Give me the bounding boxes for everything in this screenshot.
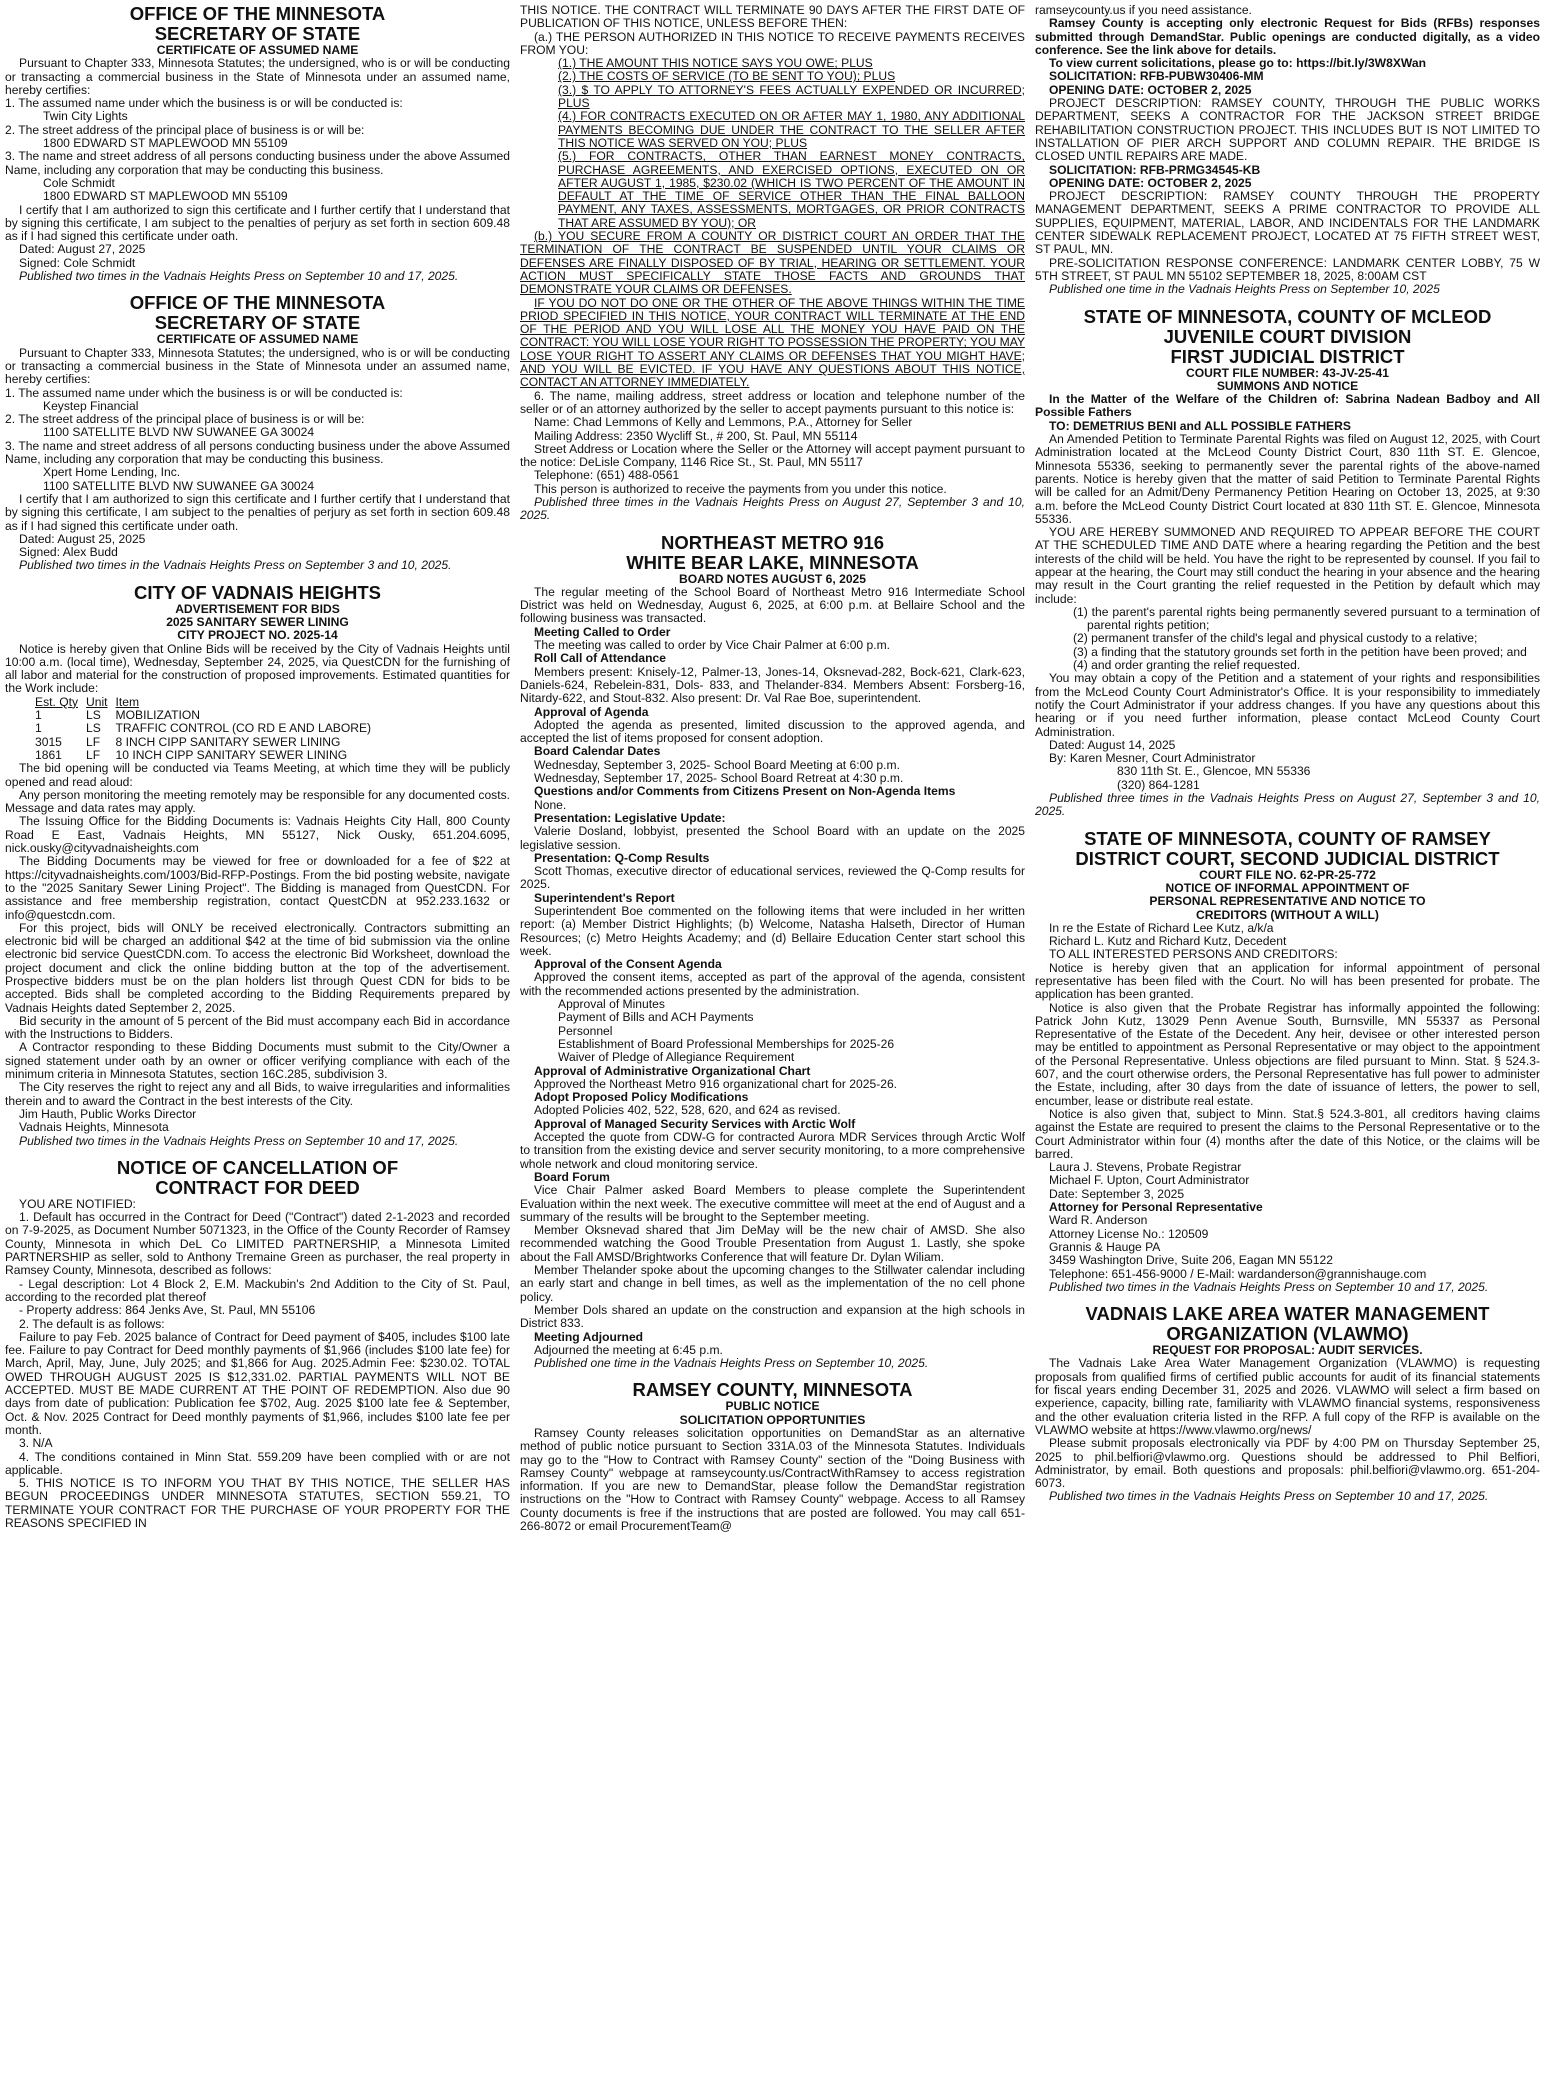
notice-paragraph: Dated: August 27, 2025 — [19, 242, 146, 257]
notice-paragraph: Published two times in the Vadnais Heights Press on September 10 and 17, 2025. — [19, 1133, 459, 1148]
notice-subtitle: PERSONAL REPRESENTATIVE AND NOTICE TO — [1149, 894, 1426, 909]
legal-notice — [1035, 1304, 1540, 1504]
notice-paragraph: 1. Default has occurred in the Contract for Deed ("Contract") dated 2-1-2023 and recorded on 7-9-2025, as Document Number 5071323, in the Office of the County Recorder of Ramsey County, Minnesota in which DeL Co LIMITED PARTNERSHIP, a Minnesota Limited PARTNERSHIP as seller, sold to Anthony Tremaine Green as purchaser, the real property in Ramsey County, Minnesota, described as follows: — [5, 1210, 510, 1278]
notice-paragraph: The bid opening will be conducted via Teams Meeting, at which time they will be publicly opened and read aloud: — [5, 761, 510, 789]
notice-paragraph: Date: September 3, 2025 — [1049, 1186, 1185, 1201]
notice-paragraph: Approved the Northeast Metro 916 organizational chart for 2025-26. — [534, 1076, 898, 1091]
notice-paragraph: 2. The street address of the principal place of business is or will be: — [5, 122, 365, 137]
notice-paragraph: OPENING DATE: OCTOBER 2, 2025 — [1049, 82, 1252, 97]
table-row — [35, 709, 379, 722]
table-row — [35, 749, 379, 762]
table-cell: 1 — [35, 721, 42, 736]
notice-paragraph: Any person monitoring the meeting remotely may be responsible for any documented costs. Message and data rates may apply. — [5, 787, 510, 816]
table-cell: LS — [86, 721, 101, 736]
notice-paragraph: 1100 SATELLITE BLVD NW SUWANEE GA 30024 — [43, 478, 315, 493]
notice-paragraph: 3. The name and street address of all persons conducting business under the above Assumed Name, including any corporation that may be conducting this business. — [5, 438, 510, 467]
notice-paragraph: 830 11th St. E., Glencoe, MN 55336 — [1117, 764, 1311, 779]
notice-title: NOTICE OF CANCELLATION OF — [116, 1156, 399, 1178]
notice-paragraph: You may obtain a copy of the Petition and a statement of your rights and responsibilities from the McLeod County Court Administrator's Office. It is your responsibility to immediately notify the Court Administrator if your address changes. If you have any questions about this hearing or if you need further information, please contact McLeod County Court Administration. — [1035, 671, 1540, 739]
table-header: Unit — [86, 694, 108, 709]
notice-paragraph: Valerie Dosland, lobbyist, presented the School Board with an update on the 2025 legislative session. — [520, 824, 1025, 852]
notice-paragraph: I certify that I am authorized to sign this certificate and I further certify that I understand that by signing this certificate, I am subject to the penalties of perjury as set forth in section 609.48 as if I had signed this certificate under oath. — [5, 202, 510, 244]
notice-paragraph: Approved the consent items, accepted as part of the approval of the agenda, consistent with the recommended actions presented by the administration. — [520, 970, 1025, 998]
notice-paragraph: 3459 Washington Drive, Suite 206, Eagan MN 55122 — [1049, 1253, 1333, 1268]
notice-paragraph: 1800 EDWARD ST MAPLEWOOD MN 55109 — [43, 189, 288, 204]
notice-paragraph: (320) 864-1281 — [1117, 777, 1200, 792]
notice-paragraph: Establishment of Board Professional Memberships for 2025-26 — [558, 1036, 895, 1051]
table-row — [35, 722, 379, 735]
notice-paragraph: In re the Estate of Richard Lee Kutz, a/k/a — [1049, 920, 1274, 935]
notice-paragraph: Approval of Managed Security Services with Arctic Wolf — [534, 1116, 856, 1131]
notice-title: SECRETARY OF STATE — [154, 23, 361, 44]
notice-paragraph: Notice is also given that the Probate Registrar has informally appointed the following: Patrick John Kutz, 13029 Penn Avenue South, Burnsville, MN 55337 as Personal Representative of the Estate of the Decedent. Any heir, devisee or other interested person may be entitled to appointment as Personal Representative or may object to the appointment of the Personal Representative. Unless objections are filed pursuant to Minn. Stat. § 524.3-607, and the court otherwise orders, the Personal Representative has full power to administer the Estate, including, after 30 days from the date of issuance of letters, the power to sell, encumber, lease or distribute real estate. — [1035, 1000, 1540, 1108]
notice-paragraph: Ramsey County is accepting only electronic Request for Bids (RFBs) responses submitted through DemandStar. Public openings are conducted digitally, as a video conference. See the link above for details. — [1035, 16, 1540, 57]
notice-paragraph: Published three times in the Vadnais Heights Press on August 27, September 3 and 10, 2025. — [520, 494, 1025, 523]
notice-paragraph: Meeting Called to Order — [534, 624, 671, 639]
notice-paragraph: Member Thelander spoke about the upcoming changes to the Stillwater calendar including an early start and change in bell times, as well as the implementation of the no cell phone policy. — [520, 1263, 1025, 1304]
notice-title: JUVENILE COURT DIVISION — [1163, 325, 1412, 347]
notice-paragraph: Published two times in the Vadnais Heights Press on September 10 and 17, 2025. — [1049, 1489, 1489, 1504]
notice-paragraph: Mailing Address: 2350 Wycliff St., # 200, St. Paul, MN 55114 — [534, 428, 858, 443]
notice-paragraph: Personnel — [558, 1023, 613, 1038]
notice-paragraph: (b.) YOU SECURE FROM A COUNTY OR DISTRICT COURT AN ORDER THAT THE TERMINATION OF THE CONTRACT BE SUSPENDED UNTIL YOUR CLAIMS OR DEFENSES ARE FINALLY DISPOSED OF BY TRIAL, HEARING OR SETTLEMENT. YOUR ACTION MUST SPECIFICALLY STATE THOSE FACTS AND GROUNDS THAT DEMONSTRATE YOUR CLAIMS OR DEFENSES. — [520, 229, 1025, 297]
table-cell: 3015 — [35, 734, 62, 749]
notice-subtitle: BOARD NOTES AUGUST 6, 2025 — [678, 571, 867, 586]
notice-subtitle: CREDITORS (WITHOUT A WILL) — [1196, 907, 1379, 922]
notice-paragraph: I certify that I am authorized to sign this certificate and I further certify that I understand that by signing this certificate, I am subject to the penalties of perjury as set forth in section 609.48 as if I had signed this certificate under oath. — [5, 491, 510, 533]
notice-paragraph: A Contractor responding to these Bidding Documents must submit to the City/Owner a signed statement under oath by an owner or officer verifying compliance with each of the minimum criteria in Minnesota Statutes, section 16C.285, subdivision 3. — [5, 1040, 510, 1082]
notice-title: ORGANIZATION (VLAWMO) — [1166, 1323, 1409, 1345]
notice-title: CITY OF VADNAIS HEIGHTS — [133, 581, 382, 603]
notice-paragraph: Board Forum — [534, 1169, 610, 1184]
notice-paragraph: Approval of Administrative Organizational Chart — [534, 1063, 811, 1078]
notice-subtitle: SUMMONS AND NOTICE — [1216, 378, 1359, 393]
notice-paragraph: 5. THIS NOTICE IS TO INFORM YOU THAT BY THIS NOTICE, THE SELLER HAS BEGUN PROCEEDINGS UNDER MINNESOTA STATUTES, SECTION 559.21, TO TERMINATE YOUR CONTRACT FOR THE PURCHASE OF YOUR PROPERTY FOR THE REASONS SPECIFIED IN — [5, 1476, 510, 1530]
notice-paragraph: (3.) $ TO APPLY TO ATTORNEY'S FEES ACTUALLY EXPENDED OR INCURRED; PLUS — [558, 82, 1025, 111]
notice-paragraph: Vice Chair Palmer asked Board Members to please complete the Superintendent Evaluation within the next week. The executive committee will meet at the end of August and a summary of the results will be brought to the September meeting. — [520, 1183, 1025, 1224]
notice-paragraph: TO: DEMETRIUS BENI and ALL POSSIBLE FATHERS — [1049, 418, 1351, 433]
notice-paragraph: None. — [534, 797, 567, 812]
notice-title: STATE OF MINNESOTA, COUNTY OF MCLEOD — [1083, 305, 1492, 327]
notice-paragraph: Michael F. Upton, Court Administrator — [1049, 1173, 1250, 1188]
column-1 — [5, 4, 510, 2082]
table-cell: 1861 — [35, 747, 62, 762]
notice-paragraph: An Amended Petition to Terminate Parental Rights was filed on August 12, 2025, with Court Administration located at the McLeod County District Court, 830 11th ST. E. Glencoe, Minnesota 55336, seeking to permanently sever the parental rights of the above-named parents. Notice is hereby given that the matter of said Petition to Terminate Parental Rights will be called for an Admit/Deny Permanency Petition Hearing on October 13, 2025, at 9:30 a.m. before the McLeod County District Court located at 830 11th ST. E. Glencoe, Minnesota 55336. — [1035, 432, 1540, 526]
notice-paragraph: 6. The name, mailing address, street address or location and telephone number of the seller or of an attorney authorized by the seller to accept payments pursuant to this notice is: — [520, 388, 1025, 416]
notice-paragraph: (4.) FOR CONTRACTS EXECUTED ON OR AFTER MAY 1, 1980, ANY ADDITIONAL PAYMENTS BECOMING DUE UNDER THE CONTRACT TO THE SELLER AFTER THIS NOTICE WAS SERVED ON YOU; PLUS — [558, 109, 1025, 150]
notice-paragraph: (3) a finding that the statutory grounds set forth in the petition have been proved; and — [1073, 644, 1527, 659]
notice-paragraph: ramseycounty.us if you need assistance. — [1035, 4, 1252, 17]
legal-notice — [5, 1158, 510, 1530]
notice-paragraph: Notice is hereby given that an application for informal appointment of personal representative has been filed with the Court. No will has been presented for probate. The application has been granted. — [1035, 960, 1540, 1002]
notice-paragraph: Adopted Policies 402, 522, 528, 620, and 624 as revised. — [534, 1103, 841, 1118]
legal-notice — [5, 583, 510, 1148]
table-cell: 8 INCH CIPP SANITARY SEWER LINING — [115, 734, 341, 749]
notice-paragraph: Dated: August 25, 2025 — [19, 531, 146, 546]
notice-paragraph: SOLICITATION: RFB-PUBW30406-MM — [1049, 69, 1264, 84]
notice-paragraph: TO ALL INTERESTED PERSONS AND CREDITORS: — [1049, 947, 1338, 962]
notice-paragraph: Keystep Financial — [43, 398, 139, 413]
notice-paragraph: The City reserves the right to reject any and all Bids, to waive irregularities and informalities therein and to award the Contract in the best interests of the City. — [5, 1080, 510, 1108]
notice-paragraph: Published one time in the Vadnais Heights Press on September 10, 2025. — [534, 1356, 929, 1371]
table-cell: TRAFFIC CONTROL (CO RD E AND LABORE) — [115, 721, 372, 736]
legal-notice — [5, 293, 510, 572]
notice-subtitle: ADVERTISEMENT FOR BIDS — [175, 601, 340, 616]
notice-paragraph: Signed: Cole Schmidt — [19, 255, 136, 270]
notice-paragraph: Payment of Bills and ACH Payments — [558, 1010, 754, 1025]
notice-paragraph: PROJECT DESCRIPTION: RAMSEY COUNTY, THROUGH THE PUBLIC WORKS DEPARTMENT, SEEKS A CONTRACTOR FOR THE JACKSON STREET BRIDGE REHABILITATION CONSTRUCTION PROJECT. THIS INCLUDES BUT IS NOT LIMITED TO INSTALLATION OF PIER ARCH SUPPORT AND COLUMN REPAIR. THE BRIDGE IS CLOSED UNTIL REPAIRS ARE MADE. — [1035, 96, 1540, 164]
notice-paragraph: Published two times in the Vadnais Heights Press on September 10 and 17, 2025. — [1049, 1279, 1489, 1294]
notice-subtitle: REQUEST FOR PROPOSAL: AUDIT SERVICES. — [1152, 1343, 1423, 1358]
notice-paragraph: Superintendent's Report — [534, 890, 675, 905]
notice-paragraph: 1100 SATELLITE BLVD NW SUWANEE GA 30024 — [43, 425, 315, 440]
notice-paragraph: Grannis & Hauge PA — [1049, 1239, 1161, 1254]
notice-paragraph: Please submit proposals electronically via PDF by 4:00 PM on Thursday September 25, 2025 to phil.belfiori@vlawmo.org. Questions should be addressed to Phil Belfiori, Administrator, by email. Both questions and proposals: phil.belfiori@vlawmo.org. 651-204-6073. — [1035, 1436, 1540, 1491]
notice-subtitle: CERTIFICATE OF ASSUMED NAME — [156, 332, 359, 347]
table-cell: MOBILIZATION — [115, 708, 200, 723]
notice-paragraph: - Legal description: Lot 4 Block 2, E.M. Mackubin's 2nd Addition to the City of St. Paul, according to the recorded plat thereof — [5, 1276, 510, 1304]
notice-paragraph: Adopted the agenda as presented, limited discussion to the approved agenda, and accepted the list of items proposed for consent adoption. — [520, 717, 1025, 746]
table-header: Est. Qty — [35, 694, 79, 709]
notice-paragraph: Questions and/or Comments from Citizens Present on Non-Agenda Items — [534, 784, 956, 799]
notice-paragraph: Street Address or Location where the Seller or the Attorney will accept payment pursuant to the notice: DeLisle Company, 1146 Rice St., St. Paul, MN 55117 — [520, 441, 1025, 470]
notice-subtitle: CITY PROJECT NO. 2025-14 — [177, 628, 338, 643]
notice-paragraph: 3. N/A — [19, 1436, 53, 1451]
notice-paragraph: Wednesday, September 3, 2025- School Board Meeting at 6:00 p.m. — [534, 757, 900, 772]
notice-paragraph: Notice is also given that, subject to Minn. Stat.§ 524.3-801, all creditors having claims against the Estate are required to present the claims to the Personal Representative or to the Court Administrator within four (4) months after the date of this Notice, or the claims will be barred. — [1035, 1106, 1540, 1161]
table-cell: LF — [86, 747, 101, 762]
notice-paragraph: YOU ARE NOTIFIED: — [19, 1196, 136, 1211]
notice-title: OFFICE OF THE MINNESOTA — [129, 4, 386, 24]
notice-paragraph: This person is authorized to receive the payments from you under this notice. — [534, 481, 947, 496]
notice-title: SECRETARY OF STATE — [154, 312, 361, 334]
notice-paragraph: Ward R. Anderson — [1049, 1213, 1148, 1228]
notice-paragraph: Approval of Minutes — [558, 997, 665, 1012]
notice-paragraph: Bid security in the amount of 5 percent of the Bid must accompany each Bid in accordance with the Instructions to Bidders. — [5, 1013, 510, 1042]
notice-paragraph: - Property address: 864 Jenks Ave, St. Paul, MN 55106 — [19, 1303, 316, 1318]
notice-paragraph: Approval of Agenda — [534, 704, 649, 719]
notice-paragraph: Board Calendar Dates — [534, 744, 661, 759]
notice-title: CONTRACT FOR DEED — [155, 1176, 360, 1198]
notice-paragraph: The regular meeting of the School Board of Northeast Metro 916 Intermediate School District was held on Wednesday, August 6, 2025, at 6:00 p.m. at Bellaire School and the following business was transacted. — [520, 584, 1025, 626]
notice-title: STATE OF MINNESOTA, COUNTY OF RAMSEY — [1084, 827, 1491, 849]
notice-paragraph: Member Oksnevad shared that Jim DeMay will be the new chair of AMSD. She also recommended watching the Good Trouble Presentation from August 1. Lastly, she spoke about the Fall AMSD/Brightworks Conference that will feature Dr. Dylan Wiliam. — [520, 1223, 1025, 1264]
notice-title: FIRST JUDICIAL DISTRICT — [1170, 345, 1405, 367]
notice-title: OFFICE OF THE MINNESOTA — [129, 292, 386, 314]
notice-paragraph: 1. The assumed name under which the business is or will be conducted is: — [5, 96, 403, 111]
notice-paragraph: (2.) THE COSTS OF SERVICE (TO BE SENT TO YOU); PLUS — [558, 69, 896, 84]
notice-title: DISTRICT COURT, SECOND JUDICIAL DISTRICT — [1075, 847, 1500, 869]
table-cell: 10 INCH CIPP SANITARY SEWER LINING — [115, 747, 348, 762]
notice-paragraph: Pursuant to Chapter 333, Minnesota Statutes; the undersigned, who is or will be conducting or transacting a commercial business in the State of Minnesota under an assumed name, hereby certifies: — [5, 345, 510, 387]
notice-paragraph: Accepted the quote from CDW-G for contracted Aurora MDR Services through Arctic Wolf to transition from the existing device and server security monitoring, to a more comprehensive whole network and cloud monitoring service. — [520, 1130, 1025, 1171]
notice-subtitle: CERTIFICATE OF ASSUMED NAME — [156, 43, 359, 57]
notice-paragraph: (1) the parent's parental rights being permanently severed pursuant to a termination of parental rights petition; — [1073, 604, 1540, 633]
notice-paragraph: 4. The conditions contained in Minn Stat. 559.209 have been complied with or are not applicable. — [5, 1449, 510, 1477]
notice-paragraph: (5.) FOR CONTRACTS, OTHER THAN EARNEST MONEY CONTRACTS, PURCHASE AGREEMENTS, AND EXERCISED OPTIONS, EXECUTED ON OR AFTER AUGUST 1, 1985, $230.02 (WHICH IS TWO PERCENT OF THE AMOUNT IN DEFAULT AT THE TIME OF SERVICE OTHER THAN THE FINAL BALLOON PAYMENT, ANY TAXES, ASSESSMENTS, MORTGAGES, OR PRIOR CONTRACTS THAT ARE ASSUMED BY YOU); OR — [558, 149, 1025, 230]
notice-subtitle: COURT FILE NO. 62-PR-25-772 — [1199, 867, 1376, 882]
notice-paragraph: Richard L. Kutz and Richard Kutz, Decedent — [1049, 934, 1287, 949]
notice-paragraph: Cole Schmidt — [43, 175, 115, 190]
notice-paragraph: Published two times in the Vadnais Heights Press on September 3 and 10, 2025. — [19, 558, 452, 573]
column-2 — [520, 4, 1025, 2082]
notice-paragraph: 1. The assumed name under which the business is or will be conducted is: — [5, 385, 403, 400]
notice-paragraph: Published three times in the Vadnais Heights Press on August 27, September 3 and 10, 2025. — [1035, 791, 1540, 819]
table-header: Item — [115, 694, 140, 709]
notice-paragraph: Xpert Home Lending, Inc. — [43, 465, 181, 480]
notice-paragraph: In the Matter of the Welfare of the Children of: Sabrina Nadean Badboy and All Possible Fathers — [1035, 392, 1540, 420]
notice-subtitle: COURT FILE NUMBER: 43-JV-25-41 — [1186, 365, 1389, 380]
notice-title: RAMSEY COUNTY, MINNESOTA — [632, 1379, 913, 1401]
legal-notice — [1035, 829, 1540, 1295]
legal-notice — [520, 4, 1025, 523]
notice-paragraph: 2. The street address of the principal place of business is or will be: — [5, 412, 365, 427]
notice-paragraph: Notice is hereby given that Online Bids will be received by the City of Vadnais Heights until 10:00 a.m. (local time), Wednesday, September 24, 2025, via QuestCDN for the furnishing of all labor and material for the construction of proposed improvements. Estimated quantities for the Work include: — [5, 641, 510, 696]
notice-paragraph: Name: Chad Lemmons of Kelly and Lemmons, P.A., Attorney for Seller — [534, 415, 913, 430]
notice-paragraph: Attorney License No.: 120509 — [1049, 1226, 1209, 1241]
notice-paragraph: Telephone: 651-456-9000 / E-Mail: wardanderson@grannishauge.com — [1049, 1266, 1427, 1281]
notice-paragraph: Superintendent Boe commented on the following items that were included in her written report: (a) Member District Highlights; (b) Welcome, Natasha Halseth, Director of Human Resources; (c) Metro Heights Academy; and (d) Bellaire Education Center start school this week. — [520, 904, 1025, 958]
notice-paragraph: Laura J. Stevens, Probate Registrar — [1049, 1160, 1242, 1175]
notice-paragraph: OPENING DATE: OCTOBER 2, 2025 — [1049, 175, 1252, 190]
table-cell: LF — [86, 734, 101, 749]
notice-paragraph: Wednesday, September 17, 2025- School Board Retreat at 4:30 p.m. — [534, 771, 904, 786]
notice-paragraph: To view current solicitations, please go to: https://bit.ly/3W8XWan — [1049, 56, 1426, 71]
notice-paragraph: Meeting Adjourned — [534, 1329, 644, 1344]
notice-paragraph: Presentation: Q-Comp Results — [534, 850, 710, 865]
legal-notice — [520, 533, 1025, 1371]
legal-notice — [1035, 307, 1540, 819]
notice-paragraph: Member Dols shared an update on the construction and expansion at the high schools in District 833. — [520, 1302, 1025, 1331]
notice-title: VADNAIS LAKE AREA WATER MANAGEMENT — [1085, 1303, 1490, 1325]
notice-paragraph: 2. The default is as follows: — [19, 1316, 165, 1331]
notice-paragraph: Scott Thomas, executive director of educational services, reviewed the Q-Comp results for 2025. — [520, 864, 1025, 892]
notice-title: NORTHEAST METRO 916 — [660, 531, 885, 553]
notice-paragraph: 3. The name and street address of all persons conducting business under the above Assumed Name, including any corporation that may be conducting this business. — [5, 149, 510, 177]
notice-paragraph: The Vadnais Lake Area Water Management Organization (VLAWMO) is requesting proposals from qualified firms of certified public accounts for audit of its financial statements for fiscal years ending December 31, 2025 and 2026. VLAWMO will select a firm based on experience, capacity, billing rate, familiarity with VLAWMO financial systems, responsiveness and the other evaluation criteria listed in the RFP. A full copy of the RFP is available on the VLAWMO website at https://www.vlawmo.org/news/ — [1035, 1356, 1540, 1437]
notice-paragraph: The Issuing Office for the Bidding Documents is: Vadnais Heights City Hall, 800 County Road E East, Vadnais Heights, MN 55127, Nick Ousky, 651.204.6095, nick.ousky@cityvadnaisheights.com — [5, 814, 510, 856]
notice-paragraph: Vadnais Heights, Minnesota — [19, 1120, 169, 1135]
notice-paragraph: YOU ARE HEREBY SUMMONED AND REQUIRED TO APPEAR BEFORE THE COURT AT THE SCHEDULED TIME AND DATE where a hearing regarding the Petition and the best interests of the child will be held. You have the right to be represented by counsel. If you fail to appear at the hearing, the Court may still conduct the hearing in your absence and the hearing may result in the Court granting the relief requested in the Petition by default which may include: — [1035, 525, 1540, 606]
notice-paragraph: 1800 EDWARD ST MAPLEWOOD MN 55109 — [43, 136, 288, 151]
notice-paragraph: Failure to pay Feb. 2025 balance of Contract for Deed payment of $405, includes $100 late fee. Failure to pay Contract for Deed monthly payments of $1,966 (includes $100 late fee) for March, April, May, June, July 2025; and $1,866 for Aug. 2025.Admin Fee: $230.02. TOTAL OWED THROUGH AUGUST 2025 IS $12,331.02. PARTIAL PAYMENTS WILL NOT BE ACCEPTED. MUST BE MADE CURRENT AT THE POINT OF REDEMPTION. Also due 90 days from date of publication: Publication fee $702, Aug. 2025 $100 late fee & September, Oct. & Nov. 2025 Contract for Deed monthly payments of $1,966, includes $100 late fee per month. — [5, 1329, 510, 1437]
column-3 — [1035, 4, 1540, 2082]
notice-paragraph: THIS NOTICE. THE CONTRACT WILL TERMINATE 90 DAYS AFTER THE FIRST DATE OF PUBLICATION OF THIS NOTICE, UNLESS BEFORE THEN: — [520, 4, 1025, 31]
notice-subtitle: SOLICITATION OPPORTUNITIES — [679, 1412, 866, 1427]
notice-paragraph: SOLICITATION: RFB-PRMG34545-KB — [1049, 162, 1261, 177]
quantities-table — [35, 696, 379, 762]
notice-paragraph: Telephone: (651) 488-0561 — [534, 468, 680, 483]
notice-paragraph: Attorney for Personal Representative — [1049, 1200, 1263, 1215]
notice-subtitle: 2025 SANITARY SEWER LINING — [166, 614, 349, 629]
notice-paragraph: Presentation: Legislative Update: — [534, 810, 726, 825]
legal-notice — [520, 1380, 1025, 1533]
legal-notice — [5, 4, 510, 283]
notice-paragraph: IF YOU DO NOT DO ONE OR THE OTHER OF THE ABOVE THINGS WITHIN THE TIME PRIOD SPECIFIED IN THIS NOTICE, YOUR CONTRACT WILL TERMINATE AT THE END OF THE PERIOD AND YOU WILL LOSE ALL THE MONEY YOU HAVE PAID ON THE CONTRACT: YOU WILL LOSE YOUR RIGHT TO POSSESSION THE PROPERTY; YOU MAY LOSE YOUR RIGHT TO ASSERT ANY CLAIMS OR DEFENSES THAT YOU MIGHT HAVE; AND YOU WILL BE EVICTED. IF YOU HAVE ANY QUESTIONS ABOUT THIS NOTICE, CONTACT AN ATTORNEY IMMEDIATELY. — [520, 295, 1025, 390]
notice-paragraph: Roll Call of Attendance — [534, 651, 666, 666]
notice-paragraph: Published one time in the Vadnais Heights Press on September 10, 2025 — [1049, 282, 1440, 297]
notice-paragraph: (4) and order granting the relief requested. — [1073, 658, 1301, 673]
notice-paragraph: Adopt Proposed Policy Modifications — [534, 1090, 749, 1105]
notice-paragraph: The Bidding Documents may be viewed for free or downloaded for a fee of $22 at https://cityvadnaisheights.com/1003/Bid-RFP-Postings. From the bid posting website, navigate to the "2025 Sanitary Sewer Lining Project". The Bidding is managed from QuestCDN. For assistance and free membership registration, contact QuestCDN at 952.233.1632 or info@questcdn.com. — [5, 854, 510, 922]
notice-paragraph: By: Karen Mesner, Court Administrator — [1049, 751, 1256, 766]
table-row — [35, 736, 379, 749]
notice-paragraph: For this project, bids will ONLY be received electronically. Contractors submitting an electronic bid will be charged an additional $42 at the time of bid submission via the online electronic bid service QuestCDN.com. To access the electronic Bid Worksheet, download the project document and click the online bidding button at the top of the advertisement. Prospective bidders must be on the plan holders list through Quest CDN for bids to be accepted. Bids shall be completed according to the Bidding Requirements prepared by Vadnais Heights dated September 2, 2025. — [5, 920, 510, 1015]
notice-paragraph: Waiver of Pledge of Allegiance Requirement — [558, 1050, 795, 1065]
legal-notice — [1035, 4, 1540, 297]
notice-paragraph: (a.) THE PERSON AUTHORIZED IN THIS NOTICE TO RECEIVE PAYMENTS RECEIVES FROM YOU: — [520, 29, 1025, 57]
notice-title: WHITE BEAR LAKE, MINNESOTA — [626, 551, 919, 573]
notice-paragraph: PRE-SOLICITATION RESPONSE CONFERENCE: LANDMARK CENTER LOBBY, 75 W 5TH STREET, ST PAUL MN 55102 SEPTEMBER 18, 2025, 8:00AM CST — [1035, 255, 1540, 283]
notice-paragraph: Signed: Alex Budd — [19, 545, 118, 560]
notice-paragraph: PROJECT DESCRIPTION: RAMSEY COUNTY THROUGH THE PROPERTY MANAGEMENT DEPARTMENT, SEEKS A PRIME CONTRACTOR TO PROVIDE ALL SUPPLIES, EQUIPMENT, MATERIAL, LABOR, AND INCIDENTALS FOR THE LANDMARK CENTER SIDEWALK REPLACEMENT PROJECT, LOCATED AT 75 FIFTH STREET WEST, ST PAUL, MN. — [1035, 189, 1540, 257]
table-cell: 1 — [35, 708, 42, 723]
notice-paragraph: Twin City Lights — [43, 109, 128, 124]
notice-paragraph: Pursuant to Chapter 333, Minnesota Statutes; the undersigned, who is or will be conducting or transacting a commercial business in the State of Minnesota under an assumed name, hereby certifies: — [5, 56, 510, 97]
notice-paragraph: Ramsey County releases solicitation opportunities on DemandStar as an alternative method of public notice pursuant to Section 331A.03 of the Minnesota Statutes. Individuals may go to the "How to Contract with Ramsey County" section of the "Doing Business with Ramsey County" webpage at ramseycounty.us/ContractWithRamsey to access registration information. If you are new to DemandStar, please follow the DemandStar registration instructions on the "How to Contract with Ramsey County" webpage. Access to all Ramsey County documents is free if the instructions that are posted are followed. You may call 651-266-8072 or email ProcurementTeam@ — [520, 1425, 1025, 1534]
notice-paragraph: Dated: August 14, 2025 — [1049, 737, 1176, 752]
notice-subtitle: PUBLIC NOTICE — [725, 1399, 820, 1414]
notice-paragraph: Jim Hauth, Public Works Director — [19, 1106, 197, 1121]
notice-paragraph: Adjourned the meeting at 6:45 p.m. — [534, 1342, 723, 1357]
notice-paragraph: Members present: Knisely-12, Palmer-13, Jones-14, Oksnevad-282, Bock-621, Clark-623, Daniels-624, Rebelein-831, Dols- 833, and Thelander-834. Members Absent: Forsberg-16, Nitardy-622, and Stout-832. Also present: Dr. Val Rae Boe, superintendent. — [520, 664, 1025, 706]
table-cell: LS — [86, 708, 101, 723]
notice-paragraph: Approval of the Consent Agenda — [534, 957, 722, 972]
notice-subtitle: NOTICE OF INFORMAL APPOINTMENT OF — [1165, 880, 1410, 895]
notice-paragraph: (2) permanent transfer of the child's legal and physical custody to a relative; — [1073, 631, 1478, 646]
notice-paragraph: Published two times in the Vadnais Heights Press on September 10 and 17, 2025. — [19, 269, 459, 284]
notice-paragraph: The meeting was called to order by Vice Chair Palmer at 6:00 p.m. — [534, 638, 891, 653]
notice-paragraph: (1.) THE AMOUNT THIS NOTICE SAYS YOU OWE; PLUS — [558, 56, 873, 71]
